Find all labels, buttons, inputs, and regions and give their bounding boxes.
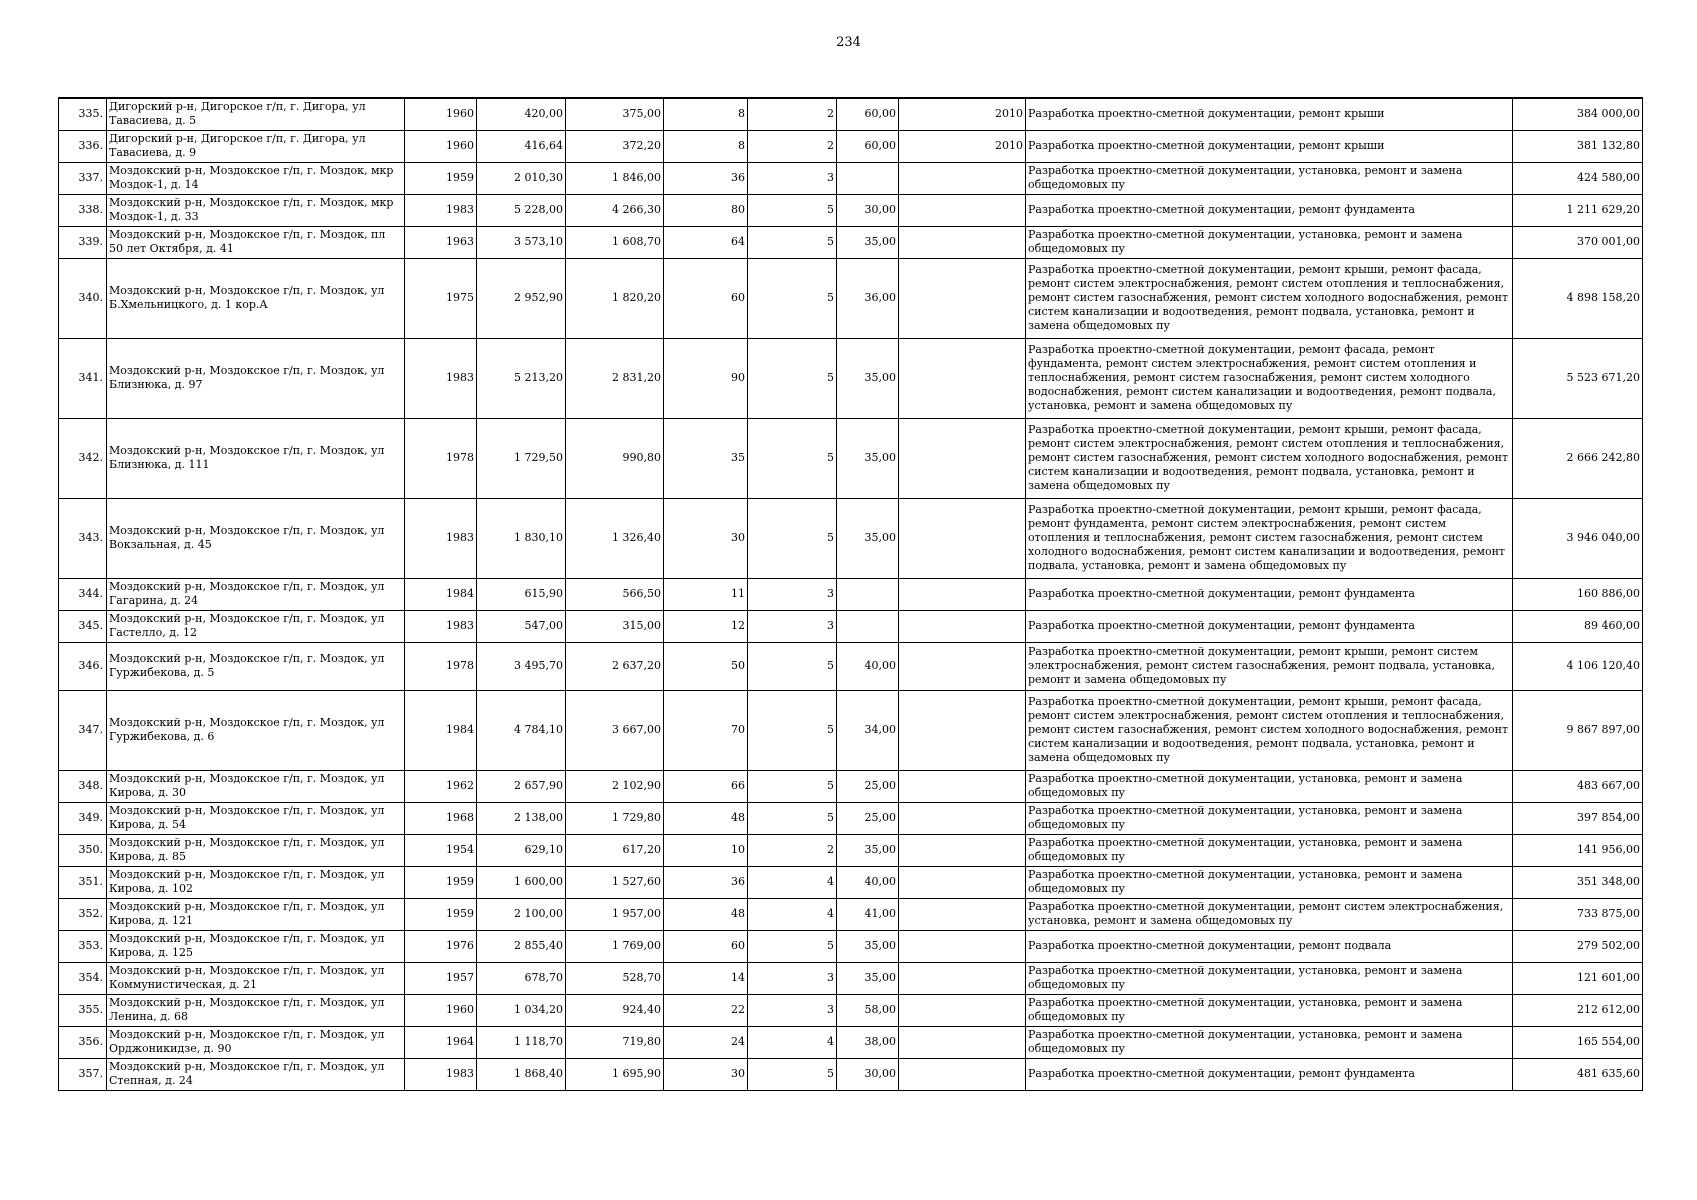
wear-percent-cell: 25,00 <box>837 802 899 834</box>
wear-percent-cell <box>837 162 899 194</box>
residents-cell: 8 <box>664 130 748 162</box>
wear-percent-cell: 35,00 <box>837 498 899 578</box>
residents-cell: 90 <box>664 338 748 418</box>
residents-cell: 11 <box>664 578 748 610</box>
living-area-cell: 2 831,20 <box>566 338 664 418</box>
year-built-cell: 1954 <box>405 834 477 866</box>
residents-cell: 10 <box>664 834 748 866</box>
residents-cell: 14 <box>664 962 748 994</box>
total-area-cell: 678,70 <box>477 962 566 994</box>
address-cell: Моздокский р-н, Моздокское г/п, г. Моздок, ул Близнюка, д. 97 <box>107 338 405 418</box>
cost-cell: 384 000,00 <box>1513 98 1643 130</box>
cost-cell: 483 667,00 <box>1513 770 1643 802</box>
living-area-cell: 1 326,40 <box>566 498 664 578</box>
year-built-cell: 1964 <box>405 1026 477 1058</box>
cost-cell: 3 946 040,00 <box>1513 498 1643 578</box>
repair-works-cell: Разработка проектно-сметной документации, ремонт фундамента <box>1026 194 1513 226</box>
floors-cell: 5 <box>748 690 837 770</box>
living-area-cell: 528,70 <box>566 962 664 994</box>
year-built-cell: 1983 <box>405 338 477 418</box>
address-cell: Моздокский р-н, Моздокское г/п, г. Моздок, ул Ленина, д. 68 <box>107 994 405 1026</box>
repair-works-cell: Разработка проектно-сметной документации, установка, ремонт и замена общедомовых пу <box>1026 770 1513 802</box>
table-row <box>59 1058 1643 1090</box>
row-number: 355. <box>59 994 107 1026</box>
residents-cell: 8 <box>664 98 748 130</box>
year-built-cell: 1983 <box>405 610 477 642</box>
floors-cell: 5 <box>748 338 837 418</box>
table-row <box>59 834 1643 866</box>
table-row <box>59 130 1643 162</box>
wear-percent-cell: 35,00 <box>837 834 899 866</box>
repair-works-cell: Разработка проектно-сметной документации, установка, ремонт и замена общедомовых пу <box>1026 1026 1513 1058</box>
total-area-cell: 615,90 <box>477 578 566 610</box>
repair-works-cell: Разработка проектно-сметной документации, ремонт крыши, ремонт фасада, ремонт систем электроснабжения, ремонт систем отопления и теплоснабжения, ремонт систем газоснабжения, ремонт систем холодного водоснабжения, ремонт систем канализации и водоотведения, ремонт подвала, установка, ремонт и замена общедомовых пу <box>1026 690 1513 770</box>
repair-works-cell: Разработка проектно-сметной документации, установка, ремонт и замена общедомовых пу <box>1026 834 1513 866</box>
row-number: 357. <box>59 1058 107 1090</box>
cost-cell: 1 211 629,20 <box>1513 194 1643 226</box>
living-area-cell: 1 820,20 <box>566 258 664 338</box>
repair-works-cell: Разработка проектно-сметной документации, установка, ремонт и замена общедомовых пу <box>1026 162 1513 194</box>
floors-cell: 5 <box>748 930 837 962</box>
year-built-cell: 1959 <box>405 162 477 194</box>
address-cell: Моздокский р-н, Моздокское г/п, г. Моздок, пл 50 лет Октября, д. 41 <box>107 226 405 258</box>
cost-cell: 141 956,00 <box>1513 834 1643 866</box>
repair-works-cell: Разработка проектно-сметной документации, ремонт крыши, ремонт систем электроснабжения, ремонт систем газоснабжения, ремонт подвала, установка, ремонт и замена общедомовых пу <box>1026 642 1513 690</box>
row-number: 340. <box>59 258 107 338</box>
address-cell: Моздокский р-н, Моздокское г/п, г. Моздок, ул Кирова, д. 125 <box>107 930 405 962</box>
residents-cell: 36 <box>664 866 748 898</box>
last-repair-year-cell <box>899 866 1026 898</box>
wear-percent-cell: 40,00 <box>837 642 899 690</box>
table-row <box>59 1026 1643 1058</box>
living-area-cell: 1 695,90 <box>566 1058 664 1090</box>
living-area-cell: 3 667,00 <box>566 690 664 770</box>
residents-cell: 60 <box>664 930 748 962</box>
total-area-cell: 4 784,10 <box>477 690 566 770</box>
table-row <box>59 418 1643 498</box>
living-area-cell: 990,80 <box>566 418 664 498</box>
living-area-cell: 1 957,00 <box>566 898 664 930</box>
cost-cell: 2 666 242,80 <box>1513 418 1643 498</box>
floors-cell: 4 <box>748 866 837 898</box>
row-number: 356. <box>59 1026 107 1058</box>
living-area-cell: 719,80 <box>566 1026 664 1058</box>
floors-cell: 5 <box>748 194 837 226</box>
year-built-cell: 1960 <box>405 994 477 1026</box>
wear-percent-cell: 36,00 <box>837 258 899 338</box>
address-cell: Дигорский р-н, Дигорское г/п, г. Дигора, ул Тавасиева, д. 5 <box>107 98 405 130</box>
address-cell: Дигорский р-н, Дигорское г/п, г. Дигора, ул Тавасиева, д. 9 <box>107 130 405 162</box>
repair-works-cell: Разработка проектно-сметной документации, установка, ремонт и замена общедомовых пу <box>1026 866 1513 898</box>
total-area-cell: 2 100,00 <box>477 898 566 930</box>
row-number: 346. <box>59 642 107 690</box>
repair-works-cell: Разработка проектно-сметной документации, ремонт крыши, ремонт фасада, ремонт систем электроснабжения, ремонт систем отопления и теплоснабжения, ремонт систем газоснабжения, ремонт систем холодного водоснабжения, ремонт систем канализации и водоотведения, ремонт подвала, установка, ремонт и замена общедомовых пу <box>1026 418 1513 498</box>
last-repair-year-cell <box>899 642 1026 690</box>
living-area-cell: 924,40 <box>566 994 664 1026</box>
residents-cell: 80 <box>664 194 748 226</box>
table-row <box>59 898 1643 930</box>
floors-cell: 3 <box>748 994 837 1026</box>
table-row <box>59 866 1643 898</box>
year-built-cell: 1968 <box>405 802 477 834</box>
address-cell: Моздокский р-н, Моздокское г/п, г. Моздок, ул Кирова, д. 85 <box>107 834 405 866</box>
floors-cell: 3 <box>748 962 837 994</box>
address-cell: Моздокский р-н, Моздокское г/п, г. Моздок, ул Кирова, д. 30 <box>107 770 405 802</box>
year-built-cell: 1978 <box>405 642 477 690</box>
year-built-cell: 1975 <box>405 258 477 338</box>
repair-works-cell: Разработка проектно-сметной документации, ремонт фундамента <box>1026 1058 1513 1090</box>
wear-percent-cell <box>837 610 899 642</box>
row-number: 350. <box>59 834 107 866</box>
floors-cell: 5 <box>748 418 837 498</box>
residents-cell: 12 <box>664 610 748 642</box>
total-area-cell: 629,10 <box>477 834 566 866</box>
row-number: 348. <box>59 770 107 802</box>
cost-cell: 424 580,00 <box>1513 162 1643 194</box>
year-built-cell: 1957 <box>405 962 477 994</box>
total-area-cell: 547,00 <box>477 610 566 642</box>
address-cell: Моздокский р-н, Моздокское г/п, г. Моздок, ул Близнюка, д. 111 <box>107 418 405 498</box>
address-cell: Моздокский р-н, Моздокское г/п, г. Моздок, ул Гагарина, д. 24 <box>107 578 405 610</box>
last-repair-year-cell <box>899 610 1026 642</box>
wear-percent-cell: 35,00 <box>837 226 899 258</box>
year-built-cell: 1983 <box>405 498 477 578</box>
year-built-cell: 1963 <box>405 226 477 258</box>
table-row <box>59 194 1643 226</box>
row-number: 338. <box>59 194 107 226</box>
last-repair-year-cell: 2010 <box>899 130 1026 162</box>
floors-cell: 5 <box>748 770 837 802</box>
last-repair-year-cell: 2010 <box>899 98 1026 130</box>
address-cell: Моздокский р-н, Моздокское г/п, г. Моздок, ул Кирова, д. 54 <box>107 802 405 834</box>
last-repair-year-cell <box>899 802 1026 834</box>
repair-works-cell: Разработка проектно-сметной документации, ремонт фундамента <box>1026 610 1513 642</box>
row-number: 341. <box>59 338 107 418</box>
total-area-cell: 1 729,50 <box>477 418 566 498</box>
year-built-cell: 1983 <box>405 194 477 226</box>
last-repair-year-cell <box>899 898 1026 930</box>
total-area-cell: 420,00 <box>477 98 566 130</box>
cost-cell: 165 554,00 <box>1513 1026 1643 1058</box>
repair-works-cell: Разработка проектно-сметной документации, ремонт крыши <box>1026 130 1513 162</box>
row-number: 342. <box>59 418 107 498</box>
total-area-cell: 5 228,00 <box>477 194 566 226</box>
wear-percent-cell: 58,00 <box>837 994 899 1026</box>
last-repair-year-cell <box>899 690 1026 770</box>
repair-works-cell: Разработка проектно-сметной документации, ремонт крыши, ремонт фасада, ремонт фундамента, ремонт систем электроснабжения, ремонт систем отопления и теплоснабжения, ремонт систем газоснабжения, ремонт систем холодного водоснабжения, ремонт систем канализации и водоотведения, ремонт подвала, установка, ремонт и замена общедомовых пу <box>1026 498 1513 578</box>
year-built-cell: 1983 <box>405 1058 477 1090</box>
address-cell: Моздокский р-н, Моздокское г/п, г. Моздок, мкр Моздок-1, д. 14 <box>107 162 405 194</box>
total-area-cell: 1 830,10 <box>477 498 566 578</box>
cost-cell: 397 854,00 <box>1513 802 1643 834</box>
row-number: 335. <box>59 98 107 130</box>
row-number: 337. <box>59 162 107 194</box>
total-area-cell: 1 600,00 <box>477 866 566 898</box>
living-area-cell: 4 266,30 <box>566 194 664 226</box>
living-area-cell: 372,20 <box>566 130 664 162</box>
cost-cell: 279 502,00 <box>1513 930 1643 962</box>
last-repair-year-cell <box>899 1026 1026 1058</box>
registry-body <box>59 98 1643 1090</box>
cost-cell: 733 875,00 <box>1513 898 1643 930</box>
year-built-cell: 1959 <box>405 866 477 898</box>
page-number: 234 <box>836 35 861 50</box>
repair-works-cell: Разработка проектно-сметной документации, установка, ремонт и замена общедомовых пу <box>1026 226 1513 258</box>
cost-cell: 481 635,60 <box>1513 1058 1643 1090</box>
living-area-cell: 1 769,00 <box>566 930 664 962</box>
repair-works-cell: Разработка проектно-сметной документации, ремонт крыши, ремонт фасада, ремонт систем электроснабжения, ремонт систем отопления и теплоснабжения, ремонт систем газоснабжения, ремонт систем холодного водоснабжения, ремонт систем канализации и водоотведения, ремонт подвала, установка, ремонт и замена общедомовых пу <box>1026 258 1513 338</box>
year-built-cell: 1984 <box>405 690 477 770</box>
year-built-cell: 1984 <box>405 578 477 610</box>
residents-cell: 60 <box>664 258 748 338</box>
address-cell: Моздокский р-н, Моздокское г/п, г. Моздок, мкр Моздок-1, д. 33 <box>107 194 405 226</box>
cost-cell: 4 898 158,20 <box>1513 258 1643 338</box>
row-number: 336. <box>59 130 107 162</box>
address-cell: Моздокский р-н, Моздокское г/п, г. Моздок, ул Гастелло, д. 12 <box>107 610 405 642</box>
table-row <box>59 498 1643 578</box>
residents-cell: 36 <box>664 162 748 194</box>
cost-cell: 381 132,80 <box>1513 130 1643 162</box>
year-built-cell: 1959 <box>405 898 477 930</box>
year-built-cell: 1960 <box>405 130 477 162</box>
floors-cell: 5 <box>748 642 837 690</box>
residents-cell: 66 <box>664 770 748 802</box>
repair-registry-table <box>58 97 1643 1091</box>
last-repair-year-cell <box>899 962 1026 994</box>
floors-cell: 5 <box>748 1058 837 1090</box>
last-repair-year-cell <box>899 226 1026 258</box>
wear-percent-cell: 30,00 <box>837 194 899 226</box>
floors-cell: 2 <box>748 834 837 866</box>
table-row <box>59 162 1643 194</box>
row-number: 347. <box>59 690 107 770</box>
address-cell: Моздокский р-н, Моздокское г/п, г. Моздок, ул Кирова, д. 121 <box>107 898 405 930</box>
repair-works-cell: Разработка проектно-сметной документации, ремонт подвала <box>1026 930 1513 962</box>
row-number: 353. <box>59 930 107 962</box>
total-area-cell: 1 034,20 <box>477 994 566 1026</box>
table-row <box>59 770 1643 802</box>
cost-cell: 351 348,00 <box>1513 866 1643 898</box>
repair-works-cell: Разработка проектно-сметной документации, ремонт крыши <box>1026 98 1513 130</box>
total-area-cell: 5 213,20 <box>477 338 566 418</box>
floors-cell: 3 <box>748 162 837 194</box>
address-cell: Моздокский р-н, Моздокское г/п, г. Моздок, ул Степная, д. 24 <box>107 1058 405 1090</box>
table-row <box>59 226 1643 258</box>
wear-percent-cell: 35,00 <box>837 338 899 418</box>
year-built-cell: 1960 <box>405 98 477 130</box>
address-cell: Моздокский р-н, Моздокское г/п, г. Моздок, ул Б.Хмельницкого, д. 1 кор.А <box>107 258 405 338</box>
total-area-cell: 3 495,70 <box>477 642 566 690</box>
total-area-cell: 1 868,40 <box>477 1058 566 1090</box>
living-area-cell: 375,00 <box>566 98 664 130</box>
table-row <box>59 610 1643 642</box>
residents-cell: 24 <box>664 1026 748 1058</box>
last-repair-year-cell <box>899 578 1026 610</box>
last-repair-year-cell <box>899 162 1026 194</box>
row-number: 352. <box>59 898 107 930</box>
cost-cell: 370 001,00 <box>1513 226 1643 258</box>
living-area-cell: 2 637,20 <box>566 642 664 690</box>
row-number: 343. <box>59 498 107 578</box>
wear-percent-cell: 41,00 <box>837 898 899 930</box>
address-cell: Моздокский р-н, Моздокское г/п, г. Моздок, ул Орджоникидзе, д. 90 <box>107 1026 405 1058</box>
table-row <box>59 98 1643 130</box>
wear-percent-cell: 35,00 <box>837 418 899 498</box>
residents-cell: 35 <box>664 418 748 498</box>
last-repair-year-cell <box>899 194 1026 226</box>
address-cell: Моздокский р-н, Моздокское г/п, г. Моздок, ул Вокзальная, д. 45 <box>107 498 405 578</box>
living-area-cell: 2 102,90 <box>566 770 664 802</box>
residents-cell: 70 <box>664 690 748 770</box>
residents-cell: 30 <box>664 1058 748 1090</box>
wear-percent-cell: 60,00 <box>837 98 899 130</box>
last-repair-year-cell <box>899 930 1026 962</box>
table-row <box>59 690 1643 770</box>
wear-percent-cell: 38,00 <box>837 1026 899 1058</box>
year-built-cell: 1978 <box>405 418 477 498</box>
table-row <box>59 258 1643 338</box>
residents-cell: 22 <box>664 994 748 1026</box>
cost-cell: 121 601,00 <box>1513 962 1643 994</box>
table-row <box>59 642 1643 690</box>
year-built-cell: 1976 <box>405 930 477 962</box>
living-area-cell: 1 846,00 <box>566 162 664 194</box>
last-repair-year-cell <box>899 1058 1026 1090</box>
table-row <box>59 338 1643 418</box>
residents-cell: 50 <box>664 642 748 690</box>
last-repair-year-cell <box>899 834 1026 866</box>
last-repair-year-cell <box>899 258 1026 338</box>
total-area-cell: 2 952,90 <box>477 258 566 338</box>
row-number: 349. <box>59 802 107 834</box>
wear-percent-cell: 25,00 <box>837 770 899 802</box>
last-repair-year-cell <box>899 498 1026 578</box>
year-built-cell: 1962 <box>405 770 477 802</box>
floors-cell: 4 <box>748 1026 837 1058</box>
cost-cell: 212 612,00 <box>1513 994 1643 1026</box>
last-repair-year-cell <box>899 418 1026 498</box>
table-row <box>59 802 1643 834</box>
floors-cell: 5 <box>748 258 837 338</box>
total-area-cell: 2 657,90 <box>477 770 566 802</box>
floors-cell: 3 <box>748 610 837 642</box>
residents-cell: 48 <box>664 898 748 930</box>
floors-cell: 5 <box>748 498 837 578</box>
wear-percent-cell <box>837 578 899 610</box>
cost-cell: 89 460,00 <box>1513 610 1643 642</box>
repair-works-cell: Разработка проектно-сметной документации, ремонт фасада, ремонт фундамента, ремонт систем электроснабжения, ремонт систем отопления и теплоснабжения, ремонт систем газоснабжения, ремонт систем холодного водоснабжения, ремонт систем канализации и водоотведения, ремонт подвала, установка, ремонт и замена общедомовых пу <box>1026 338 1513 418</box>
wear-percent-cell: 34,00 <box>837 690 899 770</box>
row-number: 339. <box>59 226 107 258</box>
living-area-cell: 1 527,60 <box>566 866 664 898</box>
wear-percent-cell: 35,00 <box>837 930 899 962</box>
last-repair-year-cell <box>899 770 1026 802</box>
row-number: 345. <box>59 610 107 642</box>
cost-cell: 9 867 897,00 <box>1513 690 1643 770</box>
address-cell: Моздокский р-н, Моздокское г/п, г. Моздок, ул Гуржибекова, д. 5 <box>107 642 405 690</box>
floors-cell: 3 <box>748 578 837 610</box>
table-row <box>59 578 1643 610</box>
cost-cell: 4 106 120,40 <box>1513 642 1643 690</box>
cost-cell: 160 886,00 <box>1513 578 1643 610</box>
row-number: 354. <box>59 962 107 994</box>
total-area-cell: 2 855,40 <box>477 930 566 962</box>
total-area-cell: 2 010,30 <box>477 162 566 194</box>
wear-percent-cell: 35,00 <box>837 962 899 994</box>
floors-cell: 5 <box>748 226 837 258</box>
address-cell: Моздокский р-н, Моздокское г/п, г. Моздок, ул Коммунистическая, д. 21 <box>107 962 405 994</box>
floors-cell: 2 <box>748 98 837 130</box>
total-area-cell: 3 573,10 <box>477 226 566 258</box>
repair-works-cell: Разработка проектно-сметной документации, установка, ремонт и замена общедомовых пу <box>1026 962 1513 994</box>
total-area-cell: 416,64 <box>477 130 566 162</box>
living-area-cell: 315,00 <box>566 610 664 642</box>
floors-cell: 2 <box>748 130 837 162</box>
living-area-cell: 566,50 <box>566 578 664 610</box>
row-number: 344. <box>59 578 107 610</box>
wear-percent-cell: 60,00 <box>837 130 899 162</box>
repair-works-cell: Разработка проектно-сметной документации, установка, ремонт и замена общедомовых пу <box>1026 994 1513 1026</box>
living-area-cell: 1 729,80 <box>566 802 664 834</box>
residents-cell: 30 <box>664 498 748 578</box>
residents-cell: 64 <box>664 226 748 258</box>
floors-cell: 5 <box>748 802 837 834</box>
wear-percent-cell: 30,00 <box>837 1058 899 1090</box>
last-repair-year-cell <box>899 994 1026 1026</box>
residents-cell: 48 <box>664 802 748 834</box>
address-cell: Моздокский р-н, Моздокское г/п, г. Моздок, ул Гуржибекова, д. 6 <box>107 690 405 770</box>
table-row <box>59 930 1643 962</box>
cost-cell: 5 523 671,20 <box>1513 338 1643 418</box>
table-row <box>59 962 1643 994</box>
table-row <box>59 994 1643 1026</box>
address-cell: Моздокский р-н, Моздокское г/п, г. Моздок, ул Кирова, д. 102 <box>107 866 405 898</box>
living-area-cell: 617,20 <box>566 834 664 866</box>
last-repair-year-cell <box>899 338 1026 418</box>
repair-works-cell: Разработка проектно-сметной документации, ремонт систем электроснабжения, установка, ремонт и замена общедомовых пу <box>1026 898 1513 930</box>
row-number: 351. <box>59 866 107 898</box>
floors-cell: 4 <box>748 898 837 930</box>
living-area-cell: 1 608,70 <box>566 226 664 258</box>
repair-works-cell: Разработка проектно-сметной документации, ремонт фундамента <box>1026 578 1513 610</box>
total-area-cell: 1 118,70 <box>477 1026 566 1058</box>
repair-works-cell: Разработка проектно-сметной документации, установка, ремонт и замена общедомовых пу <box>1026 802 1513 834</box>
total-area-cell: 2 138,00 <box>477 802 566 834</box>
wear-percent-cell: 40,00 <box>837 866 899 898</box>
